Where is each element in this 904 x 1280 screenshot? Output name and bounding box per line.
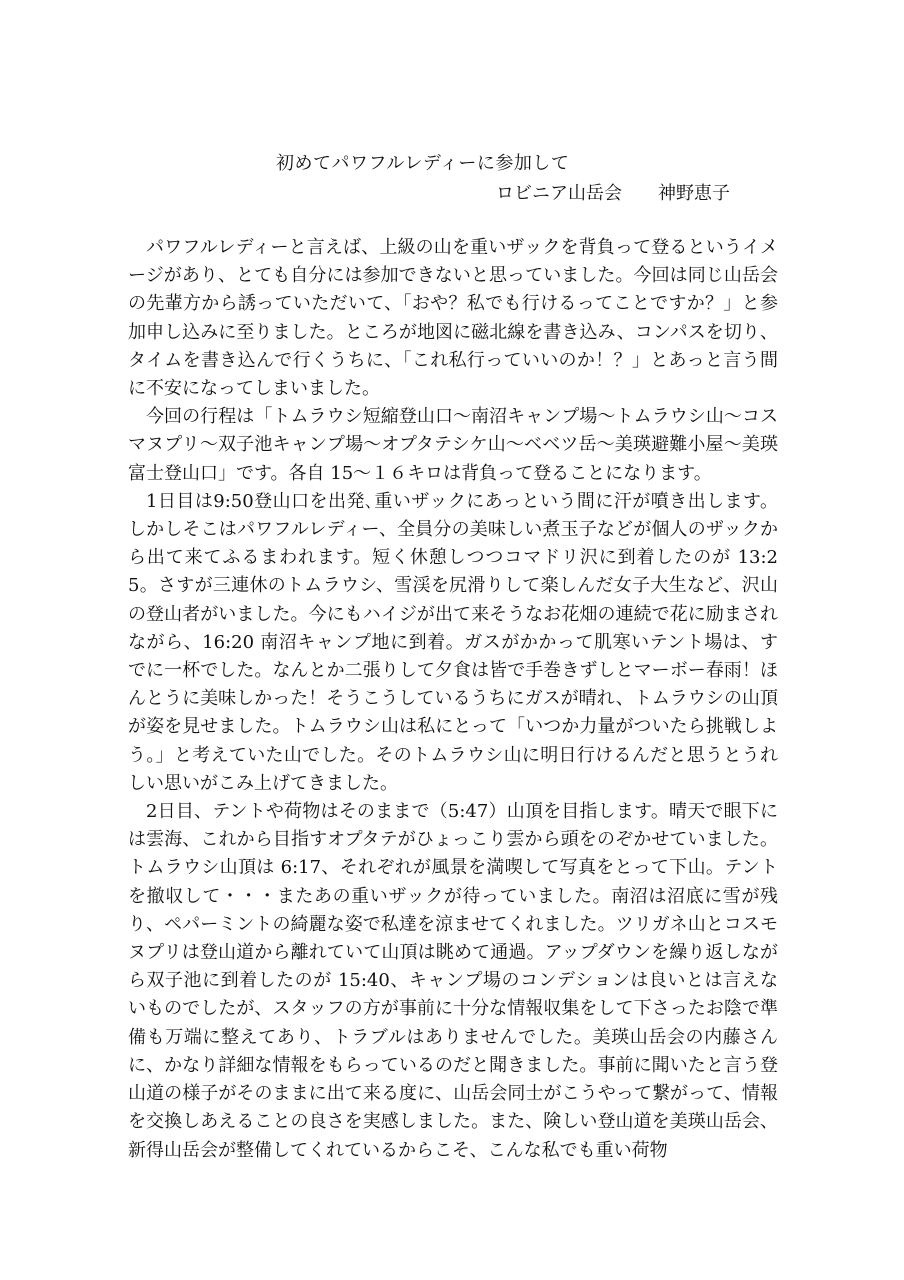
body-text	[128, 234, 778, 1165]
document-title: 初めてパワフルレディーに参加して	[276, 153, 570, 174]
author-name: 神野恵子	[658, 183, 730, 204]
paragraph-4: 2日目、テントや荷物はそのままで（5:47）山頂を目指します。晴天で眼下には雲海、これから目指すオプタテがひょっこり雲から頭をのぞかせていました。トムラウシ山頂は 6:17、それぞれが風景を満喫して写真をとって下山。テントを撤収して・・・またあの重いザックが待っていました。南沼は沼底に雪が残り、ペパーミントの綺麗な姿で私達を涼ませてくれました。ツリガネ山とコスモヌプリは登山道から離れていて山頂は眺めて通過。アップダウンを繰り返しながら双子池に到着したのが 15:40、キャンプ場のコンデションは良いとは言えないものでしたが、スタッフの方が事前に十分な情報収集をして下さったお陰で準備も万端に整えてあり、トラブルはありませんでした。美瑛山岳会の内藤さんに、かなり詳細な情報をもらっているのだと聞きました。事前に聞いたと言う登山道の様子がそのままに出て来る度に、山岳会同士がこうやって繋がって、情報を交換しあえることの良さを実感しました。また、険しい登山道を美瑛山岳会、新得山岳会が整備してくれているからこそ、こんな私でも重い荷物	[128, 801, 778, 1161]
paragraph-2: 今回の行程は「トムラウシ短縮登山口～南沼キャンプ場～トムラウシ山～コスマヌプリ～双子池キャンプ場～オプタテシケ山～ベベツ岳～美瑛避難小屋～美瑛富士登山口」です。各自 15～１６キロは背負って登ることになります。	[128, 406, 778, 484]
paragraph-1: パワフルレディーと言えば、上級の山を重いザックを背負って登るというイメージがあり、とても自分には参加できないと思っていました。今回は同じ山岳会の先輩方から誘っていただいて、「おや？私でも行けるってことですか？」と参加申し込みに至りました。ところが地図に磁北線を書き込み、コンパスを切り、タイムを書き込んで行くうちに、「これ私行っていいのか！？」とあっと言う間に不安になってしまいました。	[128, 237, 778, 400]
paragraph-3: 1日目は9:50登山口を出発､重いザックにあっという間に汗が噴き出します。しかしそこはパワフルレディー、全員分の美味しい煮玉子などが個人のザックから出て来てふるまわれます。短く休憩しつつコマドリ沢に到着したのが 13:25。さすが三連休のトムラウシ、雪渓を尻滑りして楽しんだ女子大生など、沢山の登山者がいました。今にもハイジが出て来そうなお花畑の連続で花に励まされながら、16:20 南沼キャンプ地に到着。ガスがかかって肌寒いテント場は、すでに一杯でした。なんとか二張りして夕食は皆で手巻きずしとマーボー春雨！ほんとうに美味しかった！そうこうしているうちにガスが晴れ、トムラウシの山頂が姿を見せました。トムラウシ山は私にとって「いつか力量がついたら挑戦しよう。」と考えていた山でした。そのトムラウシ山に明日行けるんだと思うとうれしい思いがこみ上げてきました。	[128, 490, 778, 794]
author-line	[496, 182, 730, 206]
organization-name: ロビニア山岳会	[496, 183, 622, 204]
